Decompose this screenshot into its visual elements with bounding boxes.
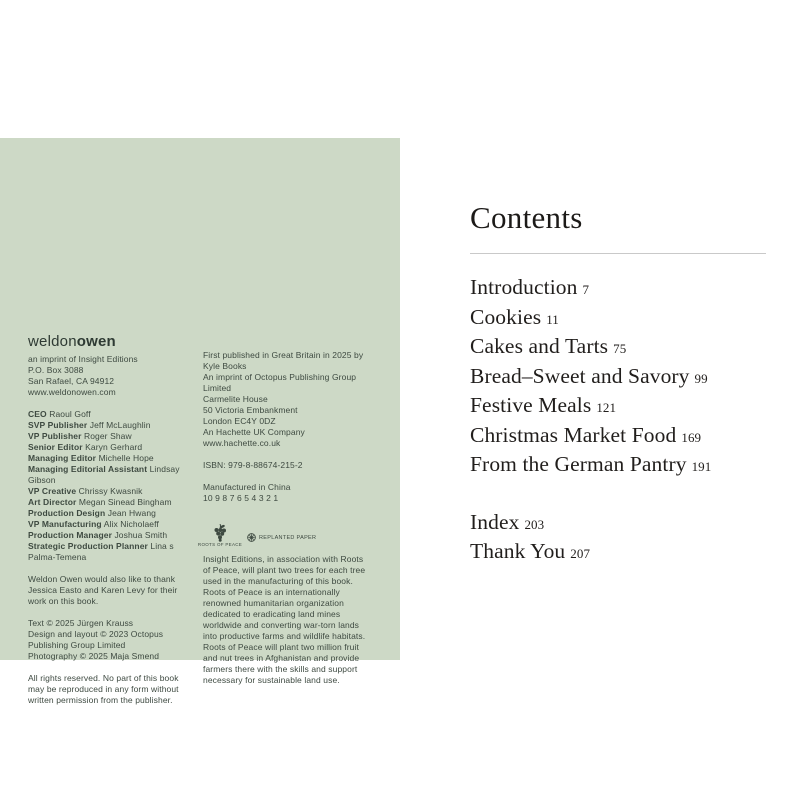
credit-row [28,453,193,464]
isbn-line: ISBN: 979-8-88674-215-2 [203,460,303,470]
imprint-address [28,354,193,398]
replanted-paper-logo [247,533,316,542]
credit-role: SVP Publisher [28,420,88,430]
toc-entry-label: From the German Pantry [470,452,687,476]
credit-name: Michelle Hope [98,453,154,463]
credit-name: Raoul Goff [49,409,91,419]
toc-main-list [470,274,780,481]
roots-of-peace-paragraph: Insight Editions, in association with Roots of Peace, will plant two trees for each tree used in the manufacturing of this book. Roots of Peace is an internationally renowned humanitarian organization dedicated to eradicating land mines worldwide and converting war-torn lands into productive farms and wildlife habitats. Roots of Peace will plant two million fruit and nut trees in Afghanistan and provide farmers there with the skills and support necessary for sustainable land use. [203,554,366,685]
credit-row [28,409,193,420]
contents-page [470,200,780,568]
toc-entry [470,363,780,393]
imprint-page [0,138,400,705]
credit-role: Production Manager [28,530,112,540]
toc-entry [470,538,780,568]
imprint-address-line: an imprint of Insight Editions [28,354,138,364]
roots-of-peace-label: ROOTS OF PEACE [197,542,243,547]
toc-entry-page-number: 11 [546,311,559,327]
page-title: Contents [470,200,583,235]
manufactured-line: 10 9 8 7 6 5 4 3 2 1 [203,493,279,503]
publisher-logo [28,333,193,350]
credits-list [28,409,193,563]
certification-logos [197,518,371,548]
credit-row [28,420,193,431]
title-divider [470,253,766,254]
credit-role: VP Manufacturing [28,519,102,529]
credit-role: Managing Editor [28,453,97,463]
toc-entry-label: Bread–Sweet and Savory [470,363,690,388]
credit-row [28,431,193,442]
manufactured-line: Manufactured in China [203,482,291,492]
toc-entry-page-number: 99 [694,370,708,386]
imprint-address-line: P.O. Box 3088 [28,365,84,375]
copyright-line: Text © 2025 Jürgen Krauss [28,618,134,628]
publisher-logo-owen: owen [76,333,116,350]
imprint-column-right [197,350,371,686]
replanted-paper-label: REPLANTED PAPER [259,534,317,541]
thanks-paragraph: Weldon Owen would also like to thank Jessica Easto and Karen Levy for their work on this book. [28,574,178,606]
toc-entry [470,422,780,452]
credit-name: Lindsay Gibson [28,464,180,485]
roots-of-peace-logo [197,524,243,548]
credit-name: Chrissy Kwasnik [78,486,143,496]
credit-role: Managing Editorial Assistant [28,464,148,474]
credit-name: Jeff McLaughlin [89,420,151,430]
toc-entry-page-number: 7 [582,282,590,297]
imprint-column-left [28,333,193,717]
credit-role: Production Design [28,508,106,518]
toc-entry [470,333,780,363]
credit-role: Art Director [28,497,77,507]
toc-entry-label: Cookies [470,304,542,329]
copyright-line: Design and layout © 2023 Octopus Publishing Group Limited [28,629,164,650]
toc-entry-page-number: 207 [570,546,591,561]
credit-row [28,486,193,497]
toc-entry-page-number: 203 [524,516,545,532]
publisher-line: An Hachette UK Company [203,427,305,437]
credit-row [28,442,193,453]
toc-entry [470,392,780,422]
toc-end-list [470,509,780,568]
toc-entry [470,451,780,481]
toc-entry-label: Christmas Market Food [470,422,677,447]
credit-row [28,519,193,530]
manufactured-block [203,482,371,504]
credit-name: Roger Shaw [83,431,132,441]
toc-entry [470,509,780,539]
publisher-line: Carmelite House [203,394,268,404]
toc-section-gap [470,481,780,509]
credit-row [28,530,193,541]
toc-entry-label: Index [470,509,520,534]
publisher-line: London EC4Y 0DZ [203,416,276,426]
credit-role: CEO [28,409,47,419]
publisher-block [203,350,371,449]
publisher-line: An imprint of Octopus Publishing Group Limited [203,372,357,393]
credit-name: Megan Sinead Bingham [78,497,172,507]
copyright-line: Photography © 2025 Maja Smend [28,651,160,661]
publisher-line: www.hachette.co.uk [203,438,281,448]
credit-name: Joshua Smith [114,530,168,540]
credit-role: VP Creative [28,486,77,496]
credit-row [28,497,193,508]
toc-entry [470,304,780,334]
credit-row [28,508,193,519]
grapes-icon [212,524,228,542]
copyright-block [28,618,193,662]
publisher-line: 50 Victoria Embankment [203,405,298,415]
credit-row [28,464,193,486]
imprint-address-line: San Rafael, CA 94912 [28,376,115,386]
toc-entry-label: Cakes and Tarts [470,334,609,358]
toc-entry-page-number: 121 [596,400,617,415]
toc-entry-label: Thank You [470,539,566,563]
toc-entry-label: Festive Meals [470,393,592,417]
toc-entry-page-number: 75 [613,341,627,356]
publisher-logo-weldon: weldon [28,333,77,350]
rights-paragraph: All rights reserved. No part of this book may be reproduced in any form without written permission from the publisher. [28,673,179,705]
credit-row [28,541,193,563]
credit-role: VP Publisher [28,431,82,441]
credit-role: Senior Editor [28,442,83,452]
toc-entry-page-number: 169 [681,429,702,445]
credit-name: Jean Hwang [107,508,156,518]
toc-entry [470,274,780,304]
publisher-line: First published in Great Britain in 2025 by Kyle Books [203,350,364,371]
replanted-paper-icon [247,533,256,542]
toc-entry-label: Introduction [470,275,578,299]
credit-role: Strategic Production Planner [28,541,148,551]
credit-name: Karyn Gerhard [85,442,143,452]
imprint-address-line: www.weldonowen.com [28,387,116,397]
toc-entry-page-number: 191 [691,459,712,474]
credit-name: Lina s Palma-Temena [28,541,174,562]
credit-name: Alix Nicholaeff [103,519,159,529]
